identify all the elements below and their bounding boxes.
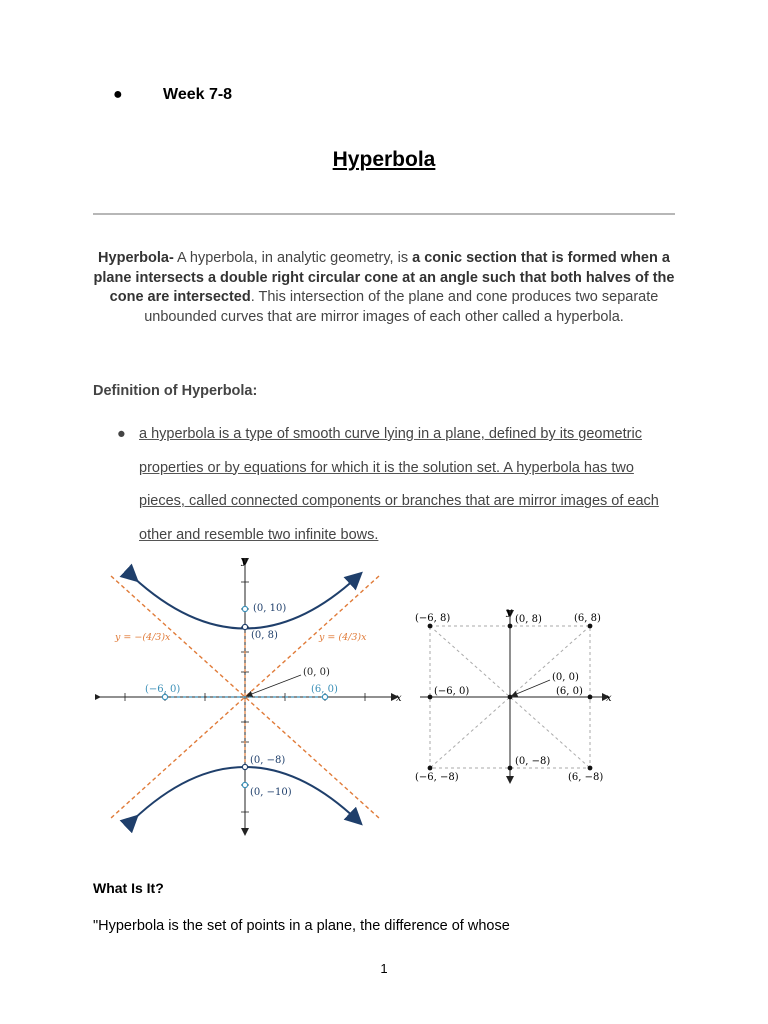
- label-neg6-neg8: (−6, −8): [415, 772, 459, 783]
- label-neg6-0: (−6, 0): [145, 684, 181, 695]
- intro-part1: A hyperbola, in analytic geometry, is: [173, 250, 413, 266]
- hyperbola-graph: [95, 552, 405, 837]
- label-0-neg8-b: (0, −8): [515, 756, 551, 767]
- vertex-upper: [242, 624, 247, 629]
- horizontal-rule: [93, 213, 675, 215]
- x-axis-label: x: [396, 693, 402, 704]
- label-0-0-b: (0, 0): [552, 672, 579, 683]
- label-0-8-b: (0, 8): [515, 614, 542, 625]
- asymptote-left-label: y = −(4/3)x: [115, 632, 171, 643]
- week-bullet: ●: [113, 86, 123, 103]
- label-neg6-8: (−6, 8): [415, 613, 451, 624]
- origin-pointer-2: [514, 680, 550, 695]
- origin-pointer: [249, 675, 301, 695]
- label-6-neg8: (6, −8): [568, 772, 604, 783]
- label-6-8: (6, 8): [574, 613, 601, 624]
- intro-paragraph: [93, 249, 675, 327]
- intro-term: Hyperbola-: [98, 250, 174, 266]
- label-0-0: (0, 0): [303, 667, 330, 678]
- vertex-lower: [242, 764, 247, 769]
- y-axis-label-2: y: [506, 607, 512, 618]
- definition-bullet: ●: [117, 426, 126, 442]
- label-0-neg10: (0, −10): [250, 787, 292, 798]
- definition-list: [117, 418, 679, 552]
- week-heading: [113, 86, 232, 104]
- label-6-0: (6, 0): [311, 684, 338, 695]
- label-0-8: (0, 8): [251, 630, 278, 641]
- intro-bold: a conic section that is formed when a plane intersects a double right circular cone at an angle such that both halves of the cone are intersected: [93, 250, 675, 305]
- central-rectangle-graph: [410, 602, 620, 787]
- label-neg6-0-b: (−6, 0): [434, 686, 470, 697]
- focus-upper: [242, 606, 247, 611]
- definition-text: a hyperbola is a type of smooth curve lying in a plane, defined by its geometric properties or by equations for which it is the solution set. A hyperbola has two pieces, called connected components or branches that are mirror images of each other and resemble two infinite bows.: [139, 426, 659, 543]
- x-axis-label-2: x: [606, 693, 612, 704]
- label-6-0-b: (6, 0): [556, 686, 583, 697]
- co-vertex-left: [162, 694, 167, 699]
- label-0-neg8: (0, −8): [250, 755, 286, 766]
- week-label: Week 7-8: [163, 86, 233, 103]
- label-0-10: (0, 10): [253, 603, 287, 614]
- intro-part2: . This intersection of the plane and cone produces two separate unbounded curves that are mirror images of each other called a hyperbola.: [144, 289, 659, 325]
- y-axis-label: y: [241, 556, 247, 567]
- focus-lower: [242, 782, 247, 787]
- definition-heading: Definition of Hyperbola:: [93, 383, 258, 399]
- page-number: 1: [380, 961, 388, 976]
- co-vertex-right: [322, 694, 327, 699]
- page-title: Hyperbola: [332, 148, 436, 171]
- asymptote-right-label: y = (4/3)x: [319, 632, 367, 643]
- what-quote: "Hyperbola is the set of points in a plane, the difference of whose: [93, 918, 510, 934]
- what-heading: What Is It?: [93, 880, 164, 896]
